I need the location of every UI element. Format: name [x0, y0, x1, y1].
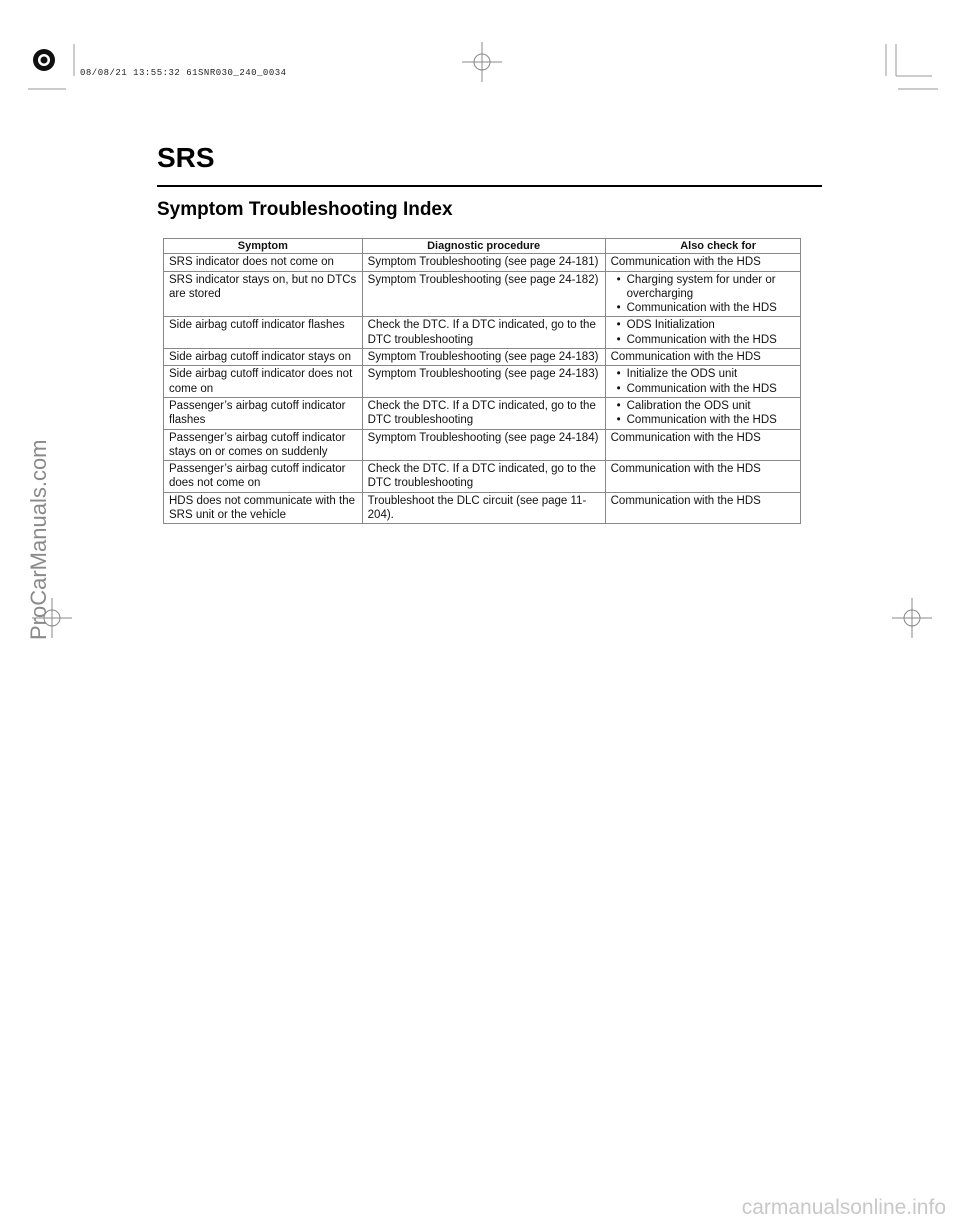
- also-check-text: Communication with the HDS: [610, 256, 761, 269]
- title-divider: [157, 185, 822, 187]
- registration-mark-top-left: [28, 42, 80, 92]
- column-header-also-check: Also check for: [605, 239, 800, 254]
- procedure-cell: Symptom Troubleshooting (see page 24-181): [362, 254, 605, 271]
- table-row: [164, 366, 801, 398]
- crop-mark-top-right: [880, 42, 940, 92]
- column-header-symptom: Symptom: [164, 239, 363, 254]
- table-body: [164, 254, 801, 524]
- symptom-index-table: [163, 238, 801, 524]
- also-check-cell: [605, 397, 800, 429]
- list-item: • Communication with the HDS: [611, 382, 795, 396]
- list-item: • ODS Initialization: [611, 318, 795, 332]
- bottom-watermark: carmanualsonline.info: [741, 1196, 946, 1219]
- symptom-cell: Side airbag cutoff indicator stays on: [164, 349, 363, 366]
- also-check-text: Communication with the HDS: [610, 463, 761, 476]
- also-check-list: [611, 318, 795, 347]
- table-row: [164, 397, 801, 429]
- symptom-cell: Passenger’s airbag cutoff indicator flashes: [164, 397, 363, 429]
- table-row: [164, 271, 801, 317]
- symptom-cell: Passenger’s airbag cutoff indicator stays on or comes on suddenly: [164, 429, 363, 461]
- also-check-list: [611, 273, 795, 316]
- table-row: [164, 429, 801, 461]
- procedure-cell: Check the DTC. If a DTC indicated, go to the DTC troubleshooting: [362, 317, 605, 349]
- procedure-cell: Symptom Troubleshooting (see page 24-183): [362, 366, 605, 398]
- table-row: [164, 254, 801, 271]
- symptom-cell: Side airbag cutoff indicator flashes: [164, 317, 363, 349]
- also-check-text: Communication with the HDS: [610, 494, 761, 507]
- side-watermark: ProCarManuals.com: [26, 439, 51, 640]
- also-check-list: [611, 399, 795, 428]
- also-check-cell: [605, 254, 800, 271]
- procedure-cell: Symptom Troubleshooting (see page 24-183): [362, 349, 605, 366]
- also-check-text: Communication with the HDS: [610, 431, 761, 444]
- column-header-procedure: Diagnostic procedure: [362, 239, 605, 254]
- table-row: [164, 317, 801, 349]
- procedure-cell: Symptom Troubleshooting (see page 24-184): [362, 429, 605, 461]
- symptom-cell: Side airbag cutoff indicator does not come on: [164, 366, 363, 398]
- also-check-cell: [605, 317, 800, 349]
- also-check-cell: [605, 271, 800, 317]
- crosshair-mark-right: [892, 598, 932, 638]
- symptom-cell: SRS indicator stays on, but no DTCs are stored: [164, 271, 363, 317]
- procedure-cell: Troubleshoot the DLC circuit (see page 11-204).: [362, 492, 605, 524]
- list-item: • Calibration the ODS unit: [611, 399, 795, 413]
- table-row: [164, 492, 801, 524]
- also-check-cell: [605, 349, 800, 366]
- table-header-row: [164, 239, 801, 254]
- list-item: • Communication with the HDS: [611, 301, 795, 315]
- also-check-cell: [605, 461, 800, 493]
- crosshair-mark-top: [462, 42, 502, 82]
- procedure-cell: Check the DTC. If a DTC indicated, go to the DTC troubleshooting: [362, 397, 605, 429]
- list-item: • Communication with the HDS: [611, 413, 795, 427]
- list-item: • Communication with the HDS: [611, 333, 795, 347]
- procedure-cell: Symptom Troubleshooting (see page 24-182): [362, 271, 605, 317]
- list-item: • Initialize the ODS unit: [611, 367, 795, 381]
- table-row: [164, 461, 801, 493]
- section-title: SRS: [157, 142, 215, 173]
- print-timestamp: 08/08/21 13:55:32 61SNR030_240_0034: [80, 68, 287, 78]
- symptom-cell: SRS indicator does not come on: [164, 254, 363, 271]
- table-row: [164, 349, 801, 366]
- also-check-cell: [605, 429, 800, 461]
- also-check-cell: [605, 366, 800, 398]
- symptom-cell: HDS does not communicate with the SRS unit or the vehicle: [164, 492, 363, 524]
- procedure-cell: Check the DTC. If a DTC indicated, go to the DTC troubleshooting: [362, 461, 605, 493]
- list-item: • Charging system for under or overcharging: [611, 273, 795, 302]
- also-check-list: [611, 367, 795, 396]
- page-heading: Symptom Troubleshooting Index: [157, 199, 453, 220]
- symptom-cell: Passenger’s airbag cutoff indicator does not come on: [164, 461, 363, 493]
- also-check-text: Communication with the HDS: [610, 351, 761, 364]
- also-check-cell: [605, 492, 800, 524]
